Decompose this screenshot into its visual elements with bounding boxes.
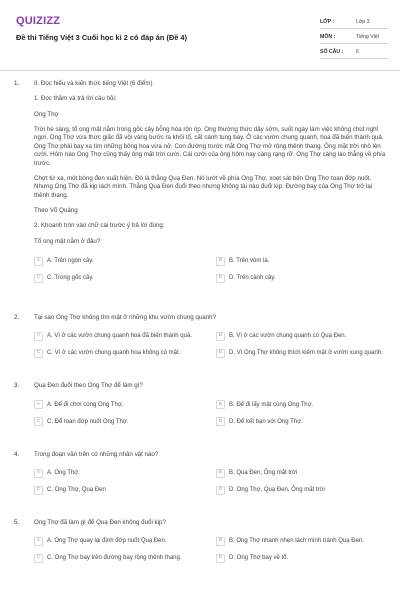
header-divider — [0, 70, 400, 71]
meta-value: 6 — [356, 48, 359, 55]
option-text: B. Ong Thợ nhanh nhẹn lách mình tránh Quạ Đen. — [229, 538, 364, 545]
option-letter: A — [34, 400, 43, 409]
meta-label: SỐ CÂU : — [320, 48, 344, 55]
question-text: Quạ Đen đuổi theo Ong Thợ để làm gì? — [34, 382, 143, 390]
question-number: 1. — [14, 80, 20, 87]
meta-value: Lớp 3 — [356, 18, 370, 25]
question-text: Ong Thợ đã làm gì để Quạ Đen không đuổi kịp? — [34, 519, 166, 527]
question-number: 5. — [14, 519, 20, 527]
option-text: A. Ong Thợ quay lại định đớp nuốt Quạ Đen. — [47, 538, 167, 545]
question-text: Tổ ong mật nằm ở đâu? — [34, 237, 101, 245]
answer-options — [34, 467, 386, 496]
option-text: B. Trên vòm lá. — [229, 257, 270, 264]
answer-option-b[interactable] — [216, 399, 388, 411]
question-4 — [0, 451, 400, 496]
option-text: D. Để kết bạn với Ong Thợ. — [229, 418, 303, 425]
answer-options — [34, 255, 386, 284]
answer-option-c[interactable] — [34, 347, 216, 359]
question-number: 3. — [14, 382, 20, 390]
answer-options — [34, 330, 386, 359]
option-text: D. Trên cành cây. — [229, 274, 276, 281]
answer-option-c[interactable] — [34, 272, 216, 284]
option-letter: C — [34, 349, 43, 358]
option-text: C. Trong gốc cây. — [47, 274, 94, 281]
question-5 — [0, 519, 400, 564]
option-text: D. Vì Ong Thợ không thích kiếm mật ở vườn xung quanh. — [229, 350, 383, 357]
question-3 — [0, 382, 400, 427]
answer-option-d[interactable] — [216, 484, 388, 496]
option-letter: D — [216, 486, 225, 495]
option-text: C. Vì ở các vườn chung quanh hoa không có mật. — [47, 350, 181, 357]
worksheet-meta — [320, 14, 388, 59]
option-letter: A — [34, 537, 43, 546]
option-letter: B — [216, 332, 225, 341]
quizizz-logo: QUIZIZZ — [16, 15, 61, 27]
option-text: A. Để đi chơi cùng Ong Thợ. — [47, 401, 124, 408]
worksheet-title: Đề thi Tiếng Việt 3 Cuối học kì 2 có đáp án (Đề 4) — [16, 33, 187, 42]
answer-options — [34, 535, 386, 564]
answer-option-a[interactable] — [34, 255, 216, 267]
option-letter: C — [34, 554, 43, 563]
answer-option-b[interactable] — [216, 330, 388, 342]
option-letter: D — [216, 554, 225, 563]
option-text: A. Trên ngọn cây. — [47, 257, 94, 264]
worksheet-header — [0, 0, 400, 66]
answer-option-b[interactable] — [216, 255, 388, 267]
passage-author: Theo Võ Quảng — [34, 206, 78, 214]
option-letter: C — [34, 274, 43, 283]
meta-label: MÔN : — [320, 33, 336, 40]
option-letter: A — [34, 257, 43, 266]
answer-option-c[interactable] — [34, 484, 216, 496]
option-letter: D — [216, 274, 225, 283]
meta-row-subject — [320, 29, 388, 44]
meta-value: Tiếng Việt — [356, 33, 380, 40]
answer-option-a[interactable] — [34, 535, 216, 547]
option-text: A. Ong Thợ. — [47, 470, 80, 477]
option-text: B. Quạ Đen, Ông mặt trời — [229, 470, 298, 477]
question-text: Trong đoạn văn trên có những nhân vật nào? — [34, 450, 159, 458]
option-letter: B — [216, 537, 225, 546]
option-letter: B — [216, 469, 225, 478]
question-number: 4. — [14, 450, 20, 458]
option-text: B. Vì ở các vườn chung quanh có Quạ Đen. — [229, 333, 347, 340]
answer-option-c[interactable] — [34, 416, 216, 428]
answer-option-a[interactable] — [34, 467, 216, 479]
option-text: C. Ong Thợ, Quạ Đen — [47, 487, 106, 494]
answer-option-a[interactable] — [34, 399, 216, 411]
option-letter: A — [34, 469, 43, 478]
instruction: 1. Đọc thầm và trả lời câu hỏi: — [34, 95, 117, 103]
question-list — [0, 80, 400, 564]
passage-title: Ong Thợ — [34, 110, 59, 118]
option-text: C. Ong Thợ bay trên đường bay rộng thênh thang. — [47, 555, 182, 562]
answer-option-b[interactable] — [216, 467, 388, 479]
option-text: A. Vì ở các vườn chung quanh hoa đã biến thành quả. — [47, 333, 192, 340]
option-text: D. Ong Thợ bay về tổ. — [229, 555, 289, 562]
option-letter: C — [34, 417, 43, 426]
question-number: 2. — [14, 314, 20, 322]
option-letter: A — [34, 332, 43, 341]
option-letter: D — [216, 349, 225, 358]
option-text: D. Ong Thợ, Quạ Đen, Ông mặt trời — [229, 487, 325, 494]
meta-row-class — [320, 14, 388, 29]
option-letter: B — [216, 400, 225, 409]
option-letter: B — [216, 257, 225, 266]
answer-options — [34, 399, 386, 428]
option-letter: C — [34, 486, 43, 495]
meta-label: LỚP : — [320, 18, 335, 25]
question-text: Tại sao Ong Thợ không tìm mật ở những khu vườn chung quanh? — [34, 314, 217, 322]
option-letter: D — [216, 417, 225, 426]
option-text: B. Để đi lấy mật cùng Ong Thợ. — [229, 401, 314, 408]
passage-paragraph: Chợt từ xa, một bóng đen xuất hiện. Đó là thằng Quạ Đen. Nó lướt về phía Ong Thợ, xoẹt sát bên Ong Thợ toan đớp nuốt. Nhưng Ong Thợ đã kịp lách mình. Thằng Quạ Đen đuổi theo nhưng không tài nào đuổi kịp. Đường bay của Ong Thợ trở lại thênh thang. — [34, 174, 373, 199]
section-heading: II. Đọc hiểu và kiến thức tiếng Việt (6 điểm) — [34, 80, 153, 87]
answer-option-b[interactable] — [216, 535, 388, 547]
question-1 — [0, 80, 400, 284]
option-text: C. Để toan đớp nuốt Ong Thợ. — [47, 418, 129, 425]
answer-option-d[interactable] — [216, 347, 388, 359]
answer-option-d[interactable] — [216, 552, 388, 564]
answer-option-d[interactable] — [216, 272, 388, 284]
answer-option-c[interactable] — [34, 552, 216, 564]
instruction: 2. Khoanh tròn vào chữ cái trước ý trả lời đúng: — [34, 222, 165, 230]
passage-paragraph: Trời hé sáng, tổ ong mật nằm trong gốc cây bỗng hóa rộn rịp. Ong thường thức dậy sớm, suốt ngày làm việc không chút nghỉ ngơi. Ong Thợ vừa thức giấc đã vội vàng bước ra khỏi tổ, cất cánh tung bay. Ở các vườn chung quanh, hoa đã biến thành quả. Ong Thợ phải bay xa tìm những bông hoa vừa nở. Con đường trước mắt Ong Thợ mở rộng thênh thang. Ông mặt trời nhô lên cười. Hôm nào Ong Thợ cũng thấy ông mặt trời cười. Cái cười của ông hôm nay càng rạng rỡ. Ong Thợ càng lao thẳng về phía trước. — [34, 126, 386, 167]
answer-option-d[interactable] — [216, 416, 388, 428]
question-2 — [0, 314, 400, 359]
meta-row-count — [320, 44, 388, 59]
answer-option-a[interactable] — [34, 330, 216, 342]
